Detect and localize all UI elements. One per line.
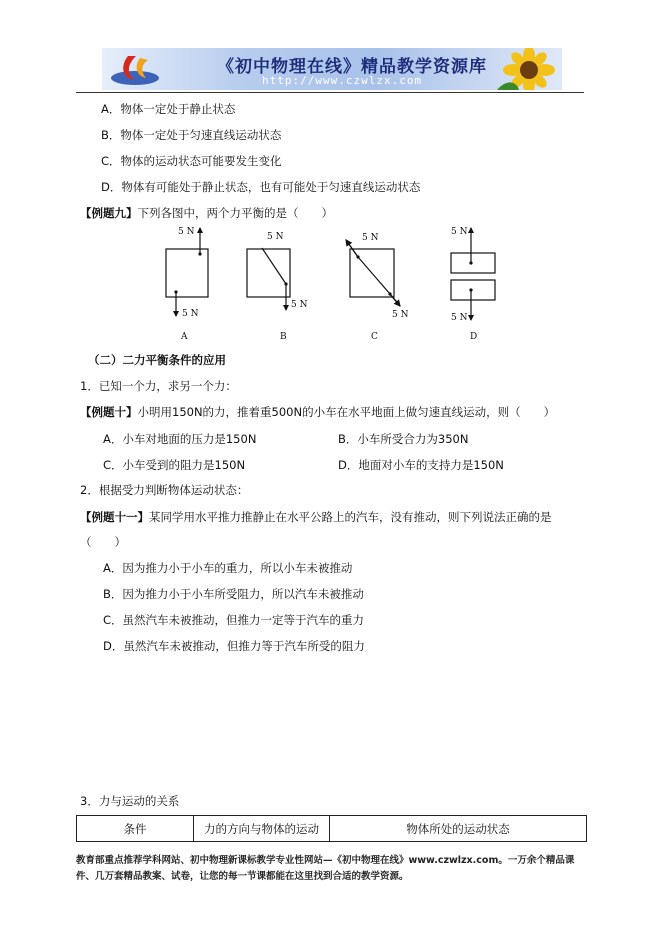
example11-label: 【例题十一】 bbox=[80, 510, 149, 524]
figure-d-letter: D bbox=[470, 332, 478, 342]
sunflower-icon bbox=[497, 48, 562, 90]
example10-option-a: A．小车对地面的压力是150N bbox=[103, 432, 257, 446]
table-header-state: 物体所处的运动状态 bbox=[330, 816, 587, 842]
q8-option-d: D．物体有可能处于静止状态，也有可能处于匀速直线运动状态 bbox=[101, 180, 421, 194]
figure-c-top-force: 5 N bbox=[362, 233, 379, 243]
force-motion-table bbox=[76, 815, 587, 842]
example11-option-d: D．虽然汽车未被推动，但推力等于汽车所受的阻力 bbox=[103, 639, 365, 653]
figure-d bbox=[451, 228, 495, 320]
example11-option-c: C．虽然汽车未被推动，但推力一定等于汽车的重力 bbox=[103, 613, 365, 627]
figure-a-bottom-force: 5 N bbox=[182, 309, 199, 319]
banner-url[interactable]: http://www.czwlzx.com bbox=[262, 74, 423, 87]
q8-option-c: C．物体的运动状态可能要发生变化 bbox=[101, 154, 282, 168]
figure-d-top-force: 5 N bbox=[451, 227, 468, 237]
example9-text: 下列各图中，两个力平衡的是（ ） bbox=[137, 206, 333, 220]
site-logo-icon bbox=[106, 50, 164, 88]
section2-item3: 3．力与运动的关系 bbox=[80, 794, 180, 808]
example9-label: 【例题九】 bbox=[80, 206, 138, 220]
example11-question bbox=[80, 509, 552, 525]
figure-b bbox=[247, 248, 290, 310]
example11-option-b: B．因为推力小于小车所受阻力，所以汽车未被推动 bbox=[103, 587, 364, 601]
example10-option-d: D．地面对小车的支持力是150N bbox=[338, 458, 504, 472]
q8-option-a: A．物体一定处于静止状态 bbox=[101, 102, 236, 116]
example11-option-a: A．因为推力小于小车的重力，所以小车未被推动 bbox=[103, 561, 353, 575]
figure-b-letter: B bbox=[280, 332, 287, 342]
section2-item1: 1．已知一个力，求另一个力： bbox=[80, 379, 237, 393]
header-banner bbox=[102, 48, 562, 90]
example10-text: 小明用150N的力，推着重500N的小车在水平地面上做匀速直线运动，则（ ） bbox=[137, 405, 556, 419]
q8-option-b: B．物体一定处于匀速直线运动状态 bbox=[101, 128, 282, 142]
banner-title: 《初中物理在线》精品教学资源库 bbox=[217, 57, 487, 77]
example11-text: 某同学用水平推力推静止在水平公路上的汽车，没有推动，则下列说法正确的是 bbox=[149, 510, 552, 524]
table-header-direction: 力的方向与物体的运动 bbox=[194, 816, 330, 842]
section2-title: （二）二力平衡条件的应用 bbox=[88, 353, 226, 367]
example10-option-b: B．小车所受合力为350N bbox=[338, 432, 469, 446]
figure-d-bottom-force: 5 N bbox=[451, 313, 468, 323]
table-row bbox=[77, 816, 587, 842]
header-rule bbox=[76, 92, 584, 93]
section2-item2: 2．根据受力判断物体运动状态： bbox=[80, 483, 249, 497]
example9-question bbox=[80, 205, 333, 221]
table-header-condition: 条件 bbox=[77, 816, 194, 842]
example11-paren: （ ） bbox=[80, 535, 126, 549]
figure-c bbox=[346, 240, 400, 306]
figure-a-top-force: 5 N bbox=[178, 227, 195, 237]
force-diagrams bbox=[150, 224, 530, 349]
example10-question bbox=[80, 404, 555, 420]
figure-c-bottom-force: 5 N bbox=[392, 310, 409, 320]
figure-b-bottom-force: 5 N bbox=[291, 300, 308, 310]
figure-b-top-force: 5 N bbox=[267, 232, 284, 242]
figure-c-letter: C bbox=[371, 332, 378, 342]
example10-option-c: C．小车受到的阻力是150N bbox=[103, 458, 246, 472]
page-footer: 教育部重点推荐学科网站、初中物理新课标教学专业性网站—《初中物理在线》www.czwlzx.com。一万余个精品课件、几万套精品教案、试卷，让您的每一节课都能在这里找到合适的教学资源。 bbox=[76, 855, 575, 882]
example10-label: 【例题十】 bbox=[80, 405, 138, 419]
figure-a bbox=[166, 228, 208, 316]
figure-a-letter: A bbox=[181, 332, 188, 342]
